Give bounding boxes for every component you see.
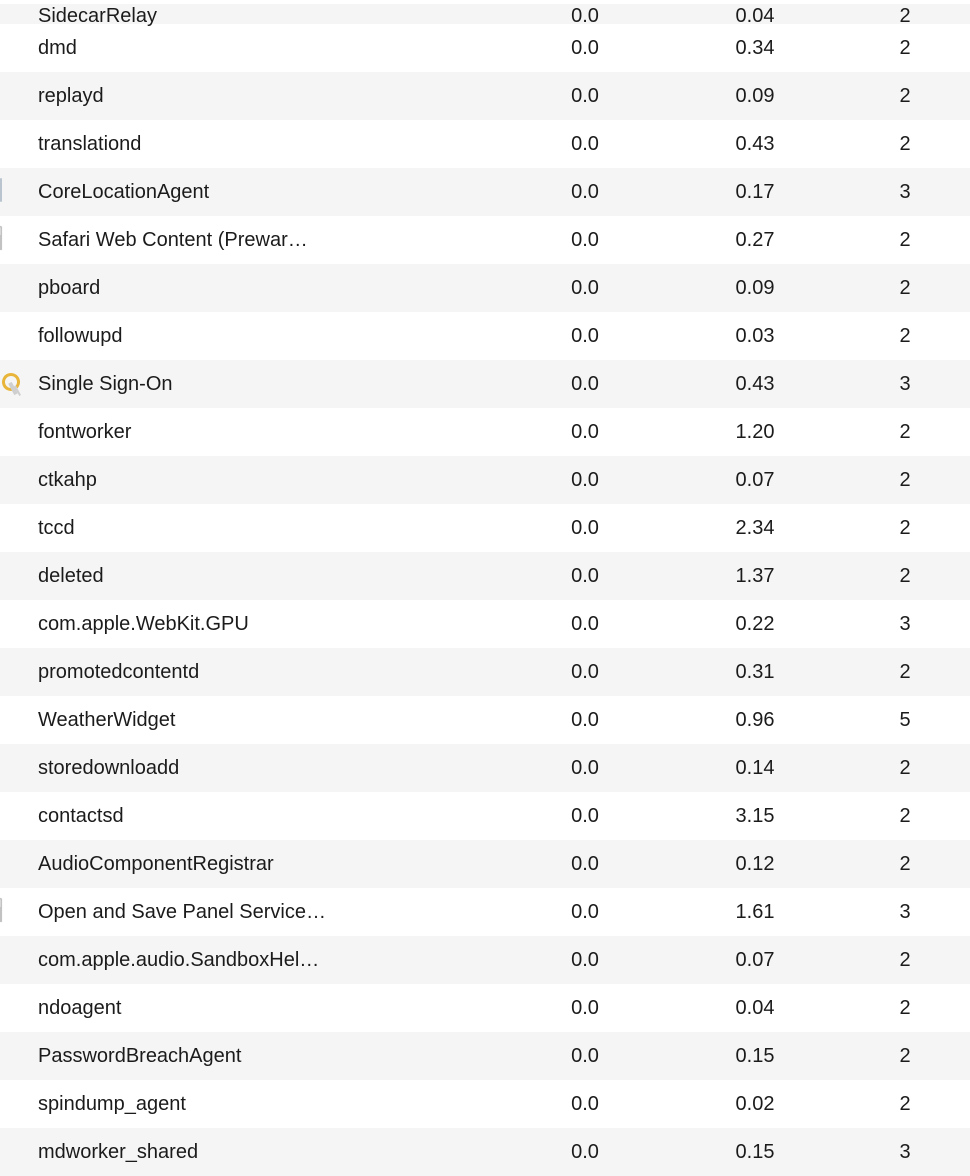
process-icon-cell-empty: [0, 840, 38, 888]
process-cpu-cell: 0.0: [571, 996, 599, 1019]
process-cputime-cell: 0.15: [735, 1140, 775, 1163]
process-cpu-cell: 0.0: [571, 36, 599, 59]
process-icon-cell-empty: [0, 4, 38, 28]
process-cputime-cell: 0.14: [735, 756, 775, 779]
process-cputime-cell: 0.17: [735, 180, 775, 203]
process-icon-cell-empty: [0, 744, 38, 792]
process-threads-cell: 2: [899, 660, 911, 683]
process-threads-cell: 2: [899, 516, 911, 539]
process-threads-cell: 2: [899, 468, 911, 491]
process-cputime-cell: 2.34: [735, 516, 775, 539]
process-threads-cell: 2: [899, 1044, 911, 1067]
process-icon-cell: [0, 360, 38, 408]
process-threads-cell: 2: [899, 5, 911, 27]
process-cputime-cell: 3.15: [735, 804, 775, 827]
process-cpu-cell: 0.0: [571, 612, 599, 635]
process-threads-cell: 2: [899, 276, 911, 299]
table-row[interactable]: [0, 648, 970, 696]
process-cpu-cell: 0.0: [571, 660, 599, 683]
process-threads-cell: 2: [899, 324, 911, 347]
process-cputime-cell: 0.04: [735, 996, 775, 1019]
process-cputime-cell: 0.43: [735, 132, 775, 155]
process-icon-cell: [0, 888, 38, 936]
document-icon: [0, 899, 26, 925]
process-cpu-cell: 0.0: [571, 180, 599, 203]
table-row[interactable]: [0, 72, 970, 120]
process-threads-cell: 3: [899, 900, 911, 923]
process-cpu-cell: 0.0: [571, 276, 599, 299]
process-cputime-cell: 0.43: [735, 372, 775, 395]
table-row[interactable]: [0, 840, 970, 888]
process-cputime-cell: 0.31: [735, 660, 775, 683]
process-cputime-cell: 0.09: [735, 84, 775, 107]
table-row[interactable]: [0, 1032, 970, 1080]
process-icon-cell-empty: [0, 792, 38, 840]
table-row[interactable]: [0, 696, 970, 744]
process-cputime-cell: 1.20: [735, 420, 775, 443]
process-icon-cell-empty: [0, 552, 38, 600]
key-icon: [0, 371, 26, 397]
table-row[interactable]: [0, 120, 970, 168]
process-name-cell: ctkahp: [38, 468, 97, 491]
table-row[interactable]: [0, 888, 970, 936]
process-cputime-cell: 0.09: [735, 276, 775, 299]
process-name-cell: Single Sign-On: [38, 372, 173, 395]
table-row[interactable]: [0, 744, 970, 792]
process-icon-cell: [0, 168, 38, 216]
process-cpu-cell: 0.0: [571, 564, 599, 587]
process-cpu-cell: 0.0: [571, 516, 599, 539]
process-name-cell: PasswordBreachAgent: [38, 1044, 242, 1067]
process-cputime-cell: 0.07: [735, 948, 775, 971]
process-name-cell: com.apple.WebKit.GPU: [38, 612, 249, 635]
document-icon-glyph: [0, 226, 2, 250]
process-cpu-cell: 0.0: [571, 468, 599, 491]
process-icon-cell-empty: [0, 1032, 38, 1080]
process-cpu-cell: 0.0: [571, 228, 599, 251]
table-row[interactable]: [0, 24, 970, 72]
process-name-cell: mdworker_shared: [38, 1140, 199, 1163]
process-icon-cell-empty: [0, 504, 38, 552]
process-threads-cell: 2: [899, 420, 911, 443]
process-icon-cell-empty: [0, 1128, 38, 1176]
process-cputime-cell: 0.15: [735, 1044, 775, 1067]
process-name-cell: com.apple.audio.SandboxHel…: [38, 948, 320, 971]
process-threads-cell: 2: [899, 1092, 911, 1115]
process-cpu-cell: 0.0: [571, 948, 599, 971]
process-cputime-cell: 0.12: [735, 852, 775, 875]
process-name-cell: spindump_agent: [38, 1092, 186, 1115]
process-cputime-cell: 0.02: [735, 1092, 775, 1115]
process-cpu-cell: 0.0: [571, 372, 599, 395]
process-name-cell: replayd: [38, 84, 104, 107]
table-row[interactable]: [0, 504, 970, 552]
process-name-cell: contactsd: [38, 804, 124, 827]
process-name-cell: WeatherWidget: [38, 708, 176, 731]
process-name-cell: dmd: [38, 36, 77, 59]
process-icon-cell-empty: [0, 600, 38, 648]
process-threads-cell: 3: [899, 1140, 911, 1163]
process-cputime-cell: 0.96: [735, 708, 775, 731]
process-icon-cell-empty: [0, 72, 38, 120]
process-name-cell: Open and Save Panel Service…: [38, 900, 326, 923]
process-cpu-cell: 0.0: [571, 132, 599, 155]
table-row[interactable]: [0, 312, 970, 360]
process-name-cell: followupd: [38, 324, 123, 347]
table-row[interactable]: [0, 168, 970, 216]
table-row[interactable]: [0, 1128, 970, 1176]
process-cputime-cell: 0.07: [735, 468, 775, 491]
document-icon: [0, 227, 26, 253]
process-name-cell: AudioComponentRegistrar: [38, 852, 274, 875]
process-icon-cell-empty: [0, 312, 38, 360]
process-name-cell: SidecarRelay: [38, 5, 157, 27]
process-name-cell: storedownloadd: [38, 756, 180, 779]
process-icon-cell-empty: [0, 24, 38, 72]
process-cpu-cell: 0.0: [571, 756, 599, 779]
process-cpu-cell: 0.0: [571, 708, 599, 731]
document-icon-glyph: [0, 898, 2, 922]
process-icon-cell-empty: [0, 696, 38, 744]
table-row[interactable]: [0, 792, 970, 840]
table-row[interactable]: [0, 552, 970, 600]
process-name-cell: translationd: [38, 132, 142, 155]
process-cputime-cell: 0.03: [735, 324, 775, 347]
process-threads-cell: 2: [899, 84, 911, 107]
process-cputime-cell: 1.37: [735, 564, 775, 587]
location-icon: [0, 179, 26, 205]
process-cpu-cell: 0.0: [571, 852, 599, 875]
process-cpu-cell: 0.0: [571, 804, 599, 827]
process-name-cell: CoreLocationAgent: [38, 180, 210, 203]
process-cputime-cell: 1.61: [735, 900, 775, 923]
process-icon-cell-empty: [0, 408, 38, 456]
process-threads-cell: 2: [899, 132, 911, 155]
process-threads-cell: 2: [899, 852, 911, 875]
process-threads-cell: 3: [899, 372, 911, 395]
table-row[interactable]: [0, 456, 970, 504]
process-icon-cell-empty: [0, 936, 38, 984]
table-row[interactable]: [0, 264, 970, 312]
process-cpu-cell: 0.0: [571, 1140, 599, 1163]
process-name-cell: pboard: [38, 276, 101, 299]
table-row[interactable]: [0, 984, 970, 1032]
process-cpu-cell: 0.0: [571, 1044, 599, 1067]
process-threads-cell: 2: [899, 756, 911, 779]
process-cpu-cell: 0.0: [571, 900, 599, 923]
process-name-cell: ndoagent: [38, 996, 122, 1019]
process-cputime-cell: 0.04: [735, 5, 775, 27]
process-icon-cell-empty: [0, 456, 38, 504]
process-threads-cell: 3: [899, 612, 911, 635]
process-icon-cell-empty: [0, 984, 38, 1032]
table-row[interactable]: [0, 408, 970, 456]
process-threads-cell: 2: [899, 996, 911, 1019]
process-cputime-cell: 0.22: [735, 612, 775, 635]
process-icon-cell-empty: [0, 648, 38, 696]
process-name-cell: fontworker: [38, 420, 132, 443]
process-cpu-cell: 0.0: [571, 420, 599, 443]
table-row[interactable]: [0, 1080, 970, 1128]
process-threads-cell: 2: [899, 564, 911, 587]
table-row[interactable]: [0, 600, 970, 648]
process-name-cell: promotedcontentd: [38, 660, 200, 683]
process-cputime-cell: 0.27: [735, 228, 775, 251]
process-threads-cell: 2: [899, 228, 911, 251]
table-row[interactable]: [0, 936, 970, 984]
location-icon-glyph: [0, 178, 2, 202]
process-threads-cell: 5: [899, 708, 911, 731]
process-threads-cell: 2: [899, 948, 911, 971]
process-threads-cell: 3: [899, 180, 911, 203]
process-threads-cell: 2: [899, 36, 911, 59]
process-icon-cell-empty: [0, 1080, 38, 1128]
process-cpu-cell: 0.0: [571, 324, 599, 347]
process-name-cell: deleted: [38, 564, 104, 587]
process-icon-cell-empty: [0, 264, 38, 312]
process-cpu-cell: 0.0: [571, 5, 599, 27]
table-row[interactable]: [0, 360, 970, 408]
process-cputime-cell: 0.34: [735, 36, 775, 59]
process-cpu-cell: 0.0: [571, 1092, 599, 1115]
process-cpu-cell: 0.0: [571, 84, 599, 107]
table-row[interactable]: [0, 216, 970, 264]
table-row[interactable]: [0, 0, 970, 24]
process-icon-cell: [0, 216, 38, 264]
process-name-cell: tccd: [38, 516, 75, 539]
process-icon-cell-empty: [0, 120, 38, 168]
process-name-cell: Safari Web Content (Prewar…: [38, 228, 308, 251]
process-threads-cell: 2: [899, 804, 911, 827]
